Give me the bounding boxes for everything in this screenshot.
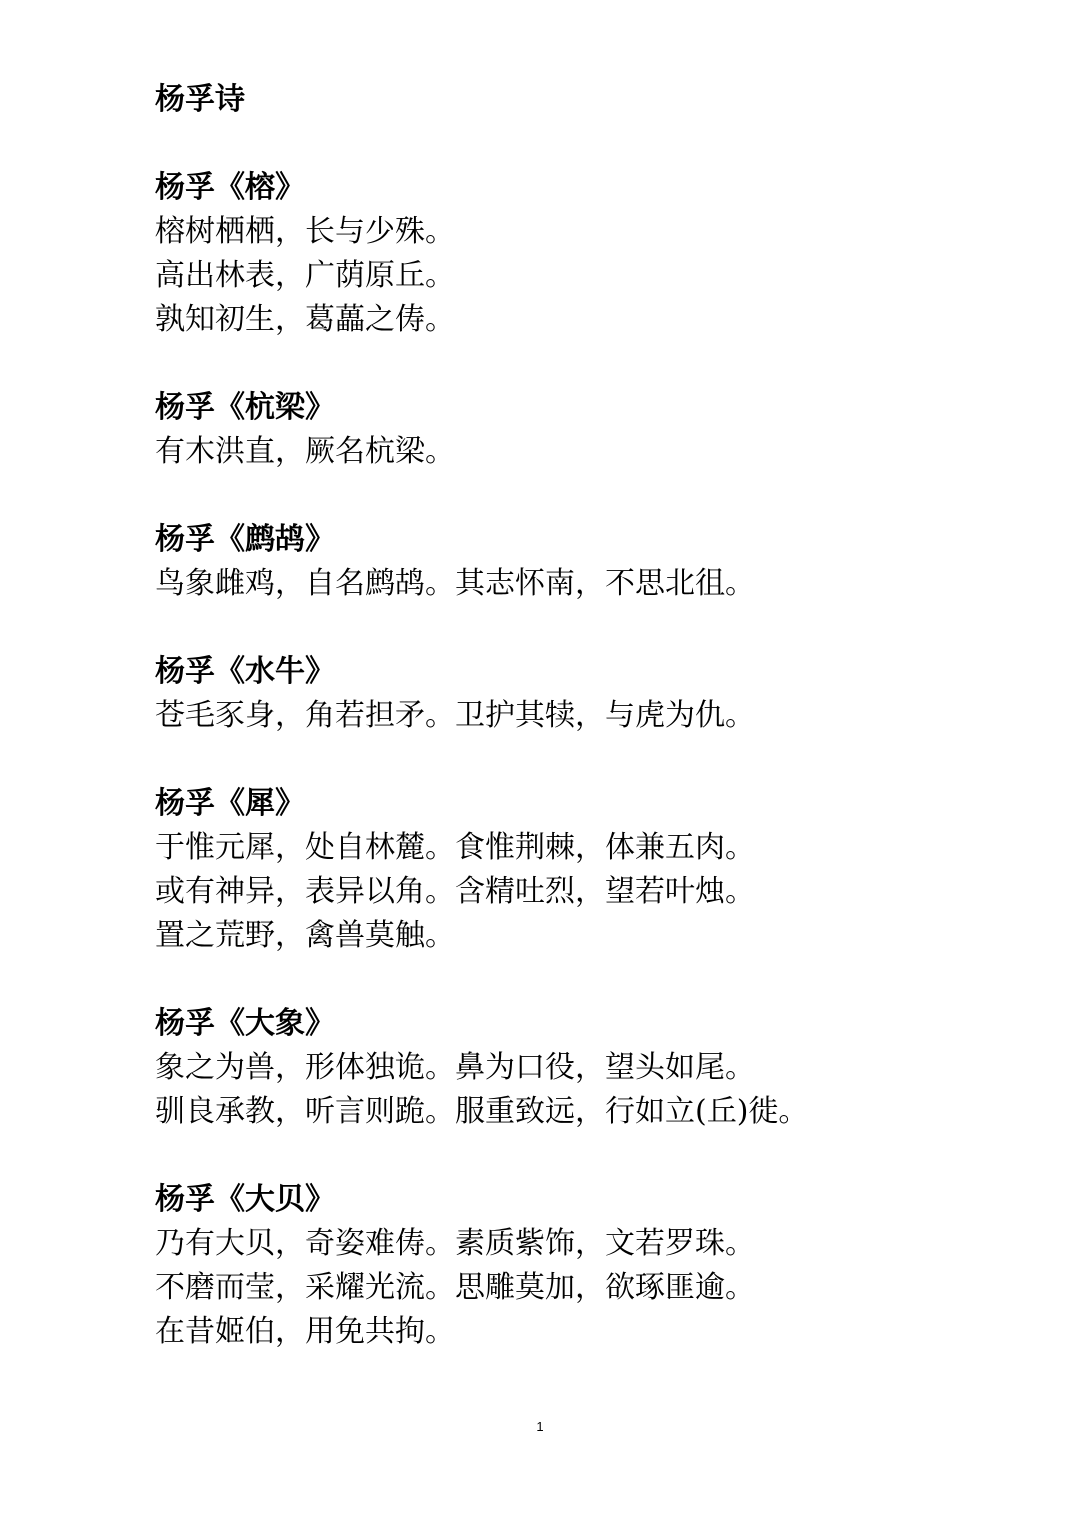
poem-title: 杨孚《杭梁》	[155, 390, 335, 425]
poem-line: 驯良承教，听言则跪。服重致远，行如立(丘)徙。	[155, 1094, 809, 1129]
poem-line: 置之荒野，禽兽莫触。	[155, 918, 455, 953]
document-content	[155, 78, 1035, 1354]
poem-dabei	[155, 1178, 1035, 1354]
poem-line: 高出林表，广荫原丘。	[155, 258, 455, 293]
poem-title: 杨孚《水牛》	[155, 654, 335, 689]
poem-line: 苍毛豕身，角若担矛。卫护其犊，与虎为仇。	[155, 698, 755, 733]
poem-line: 鸟象雌鸡，自名鹧鸪。其志怀南，不思北徂。	[155, 566, 755, 601]
poem-line: 榕树栖栖，长与少殊。	[155, 214, 455, 249]
poem-line: 或有神异，表异以角。含精吐烈，望若叶烛。	[155, 874, 755, 909]
document-title: 杨孚诗	[155, 82, 245, 117]
poem-shuiniu	[155, 650, 1035, 738]
poem-xi	[155, 782, 1035, 958]
page-number: 1	[536, 1419, 544, 1434]
poem-rong	[155, 166, 1035, 342]
poem-title: 杨孚《犀》	[155, 786, 305, 821]
poem-zhegu	[155, 518, 1035, 606]
poem-title: 杨孚《鹧鸪》	[155, 522, 335, 557]
poem-hangliang	[155, 386, 1035, 474]
poem-title: 杨孚《大贝》	[155, 1182, 335, 1217]
poem-daxiang	[155, 1002, 1035, 1134]
poem-line: 不磨而莹，采耀光流。思雕莫加，欲琢匪逾。	[155, 1270, 755, 1305]
poem-line: 在昔姬伯，用免共拘。	[155, 1314, 455, 1349]
poem-line: 有木洪直，厥名杭梁。	[155, 434, 455, 469]
poem-title: 杨孚《榕》	[155, 170, 305, 205]
poem-line: 乃有大贝，奇姿难俦。素质紫饰，文若罗珠。	[155, 1226, 755, 1261]
poem-line: 于惟元犀，处自林麓。食惟荆棘，体兼五肉。	[155, 830, 755, 865]
poem-line: 象之为兽，形体独诡。鼻为口役，望头如尾。	[155, 1050, 755, 1085]
poem-title: 杨孚《大象》	[155, 1006, 335, 1041]
poem-line: 孰知初生，葛藟之俦。	[155, 302, 455, 337]
